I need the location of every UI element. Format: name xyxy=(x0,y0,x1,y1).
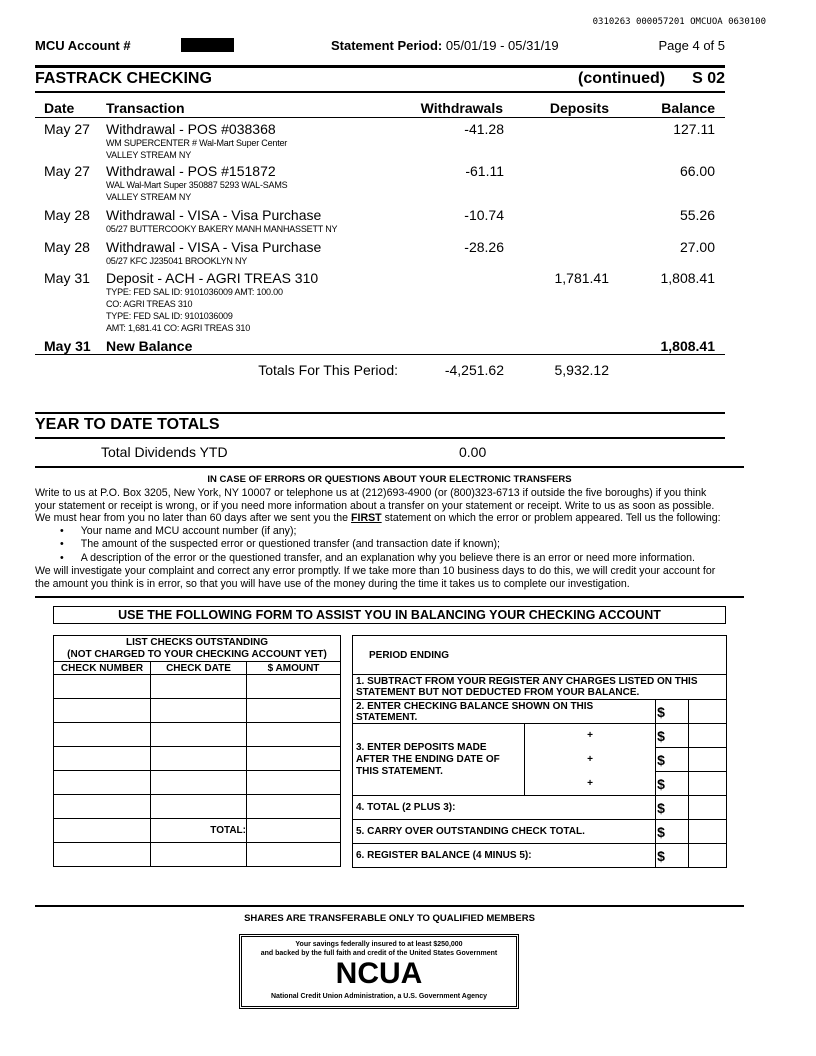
transaction-detail: AMT: 1,681.41 CO: AGRI TREAS 310 xyxy=(106,323,251,333)
errors-line: the amount you think is in error, so that you will have use of the money during the time it takes us to complete our investigation. xyxy=(35,577,630,590)
statement-period xyxy=(331,38,559,53)
transaction-detail: TYPE: FED SAL ID: 9101036009 AMT: 100.00 xyxy=(106,287,283,297)
transaction-date: May 27 xyxy=(44,163,90,179)
first-emphasis: FIRST xyxy=(351,512,382,524)
check-row xyxy=(54,747,341,771)
ncua-line: and backed by the full faith and credit of the United States Government xyxy=(260,950,498,957)
transaction-withdrawal: -28.26 xyxy=(464,239,504,255)
section-suffix: S 02 xyxy=(692,70,725,87)
checks-outstanding-table xyxy=(53,635,341,867)
divider xyxy=(35,412,725,414)
dollar-sign: $ xyxy=(656,724,689,748)
balancing-worksheet xyxy=(352,635,727,868)
check-row xyxy=(54,819,341,843)
cents-field[interactable] xyxy=(689,748,727,772)
check-row xyxy=(54,771,341,795)
divider xyxy=(35,596,744,598)
transaction-description: Withdrawal - VISA - Visa Purchase xyxy=(106,207,322,223)
col-amount: $ AMOUNT xyxy=(247,662,341,675)
dollar-sign: $ xyxy=(656,796,689,820)
transaction-description: Withdrawal - POS #151872 xyxy=(106,163,276,179)
check-row xyxy=(54,675,341,699)
step-3: 3. ENTER DEPOSITS MADE AFTER THE ENDING DATE OF THIS STATEMENT. xyxy=(353,724,525,796)
col-deposits: Deposits xyxy=(549,100,609,116)
amount-field[interactable] xyxy=(247,771,341,795)
divider xyxy=(35,905,744,907)
text: statement on which the error or problem appeared. Tell us the following: xyxy=(381,512,721,524)
shares-notice: SHARES ARE TRANSFERABLE ONLY TO QUALIFIED MEMBERS xyxy=(244,913,535,924)
step-2: 2. ENTER CHECKING BALANCE SHOWN ON THIS STATEMENT. xyxy=(353,700,656,724)
period-label: Statement Period: xyxy=(331,38,443,53)
page-number: Page 4 of 5 xyxy=(658,38,725,53)
check-date-field[interactable] xyxy=(151,747,247,771)
new-balance-label: New Balance xyxy=(106,338,193,354)
left-title: LIST CHECKS OUTSTANDING xyxy=(125,636,269,648)
cents-field[interactable] xyxy=(689,844,727,868)
col-withdrawals: Withdrawals xyxy=(420,100,503,116)
errors-line xyxy=(35,512,721,525)
step-6: 6. REGISTER BALANCE (4 MINUS 5): xyxy=(353,844,656,868)
ytd-title: YEAR TO DATE TOTALS xyxy=(35,416,220,433)
plus-sign: + xyxy=(525,772,656,796)
transaction-balance: 55.26 xyxy=(679,207,715,223)
totals-label: Totals For This Period: xyxy=(258,362,398,378)
transaction-date: May 28 xyxy=(44,207,90,223)
divider xyxy=(35,117,725,118)
cents-field[interactable] xyxy=(689,772,727,796)
document-code-line: 0310263 000057201 OMCUOA 0630100 xyxy=(592,17,766,27)
amount-field[interactable] xyxy=(247,675,341,699)
dollar-sign: $ xyxy=(656,820,689,844)
check-row xyxy=(54,795,341,819)
cents-field[interactable] xyxy=(689,820,727,844)
cents-field[interactable] xyxy=(689,724,727,748)
transaction-date: May 27 xyxy=(44,121,90,137)
transaction-detail: CO: AGRI TREAS 310 xyxy=(106,299,193,309)
bullet-item: • Your name and MCU account number (if any); xyxy=(60,524,297,537)
col-balance: Balance xyxy=(661,100,715,116)
step-4: 4. TOTAL (2 PLUS 3): xyxy=(353,796,656,820)
errors-body xyxy=(35,487,721,590)
continued-label: (continued) xyxy=(578,70,666,87)
period-value: 05/01/19 - 05/31/19 xyxy=(445,38,559,53)
amount-field[interactable] xyxy=(247,723,341,747)
step-1: 1. SUBTRACT FROM YOUR REGISTER ANY CHARGES LISTED ON THIS STATEMENT BUT NOT DEDUCTED FROM YOUR BALANCE. xyxy=(353,675,727,700)
amount-field[interactable] xyxy=(247,843,341,867)
form-title: USE THE FOLLOWING FORM TO ASSIST YOU IN BALANCING YOUR CHECKING ACCOUNT xyxy=(53,606,726,624)
new-balance-date: May 31 xyxy=(44,338,91,354)
check-number-field[interactable] xyxy=(54,795,151,819)
transaction-detail: VALLEY STREAM NY xyxy=(106,150,191,160)
check-date-field[interactable] xyxy=(151,843,247,867)
account-label: MCU Account # xyxy=(35,38,131,53)
dollar-sign: $ xyxy=(656,844,689,868)
divider xyxy=(35,466,744,468)
transaction-detail: WM SUPERCENTER # Wal-Mart Super Center xyxy=(106,138,288,148)
transaction-description: Withdrawal - VISA - Visa Purchase xyxy=(106,239,322,255)
bullet-item: • The amount of the suspected error or questioned transfer (and transaction date if known); xyxy=(60,538,500,550)
bullet-text: A description of the error or the questioned transfer, and an explanation why you believe there is an error or need more information. xyxy=(80,551,695,564)
transaction-balance: 127.11 xyxy=(673,121,715,137)
transaction-date: May 28 xyxy=(44,239,90,255)
ncua-insurance-badge xyxy=(239,934,519,1009)
total-label: TOTAL: xyxy=(151,819,247,843)
ytd-dividends-label: Total Dividends YTD xyxy=(101,444,228,460)
col-transaction: Transaction xyxy=(106,100,185,116)
transaction-detail: WAL Wal-Mart Super 350887 5293 WAL-SAMS xyxy=(106,180,288,190)
transaction-balance: 1,808.41 xyxy=(660,270,715,286)
transaction-detail: VALLEY STREAM NY xyxy=(106,192,191,202)
dollar-sign: $ xyxy=(656,748,689,772)
check-row xyxy=(54,723,341,747)
transaction-detail: TYPE: FED SAL ID: 9101036009 xyxy=(106,311,233,321)
check-number-field[interactable] xyxy=(54,723,151,747)
cents-field[interactable] xyxy=(689,796,727,820)
ncua-line: National Credit Union Administration, a U.S. Government Agency xyxy=(270,993,488,1000)
redacted-account-number xyxy=(181,38,234,52)
check-number-field[interactable] xyxy=(54,675,151,699)
divider xyxy=(35,354,725,355)
dollar-sign: $ xyxy=(656,772,689,796)
check-date-field[interactable] xyxy=(151,723,247,747)
transaction-withdrawal: -61.11 xyxy=(465,163,504,179)
text: We must hear from you no later than 60 days after we sent you the xyxy=(35,512,352,524)
bullet-text: The amount of the suspected error or questioned transfer (and transaction date if known); xyxy=(80,538,500,550)
errors-line: Write to us at P.O. Box 3205, New York, NY 10007 or telephone us at (212)693-4900 (or (800)323-6713 if outside the five boroughs) if you think xyxy=(35,487,707,499)
errors-line: We will investigate your complaint and correct any error promptly. If we take more than 10 business days to do this, we will credit your account for xyxy=(35,565,716,577)
transaction-deposit: 1,781.41 xyxy=(554,270,609,286)
transaction-withdrawal: -41.28 xyxy=(464,121,504,137)
ncua-logo: NCUA xyxy=(335,957,423,990)
transaction-balance: 66.00 xyxy=(679,163,715,179)
check-number-field[interactable] xyxy=(54,819,151,843)
col-check-date: CHECK DATE xyxy=(151,662,247,675)
new-balance-value: 1,808.41 xyxy=(660,338,715,354)
check-row xyxy=(54,843,341,867)
cents-field[interactable] xyxy=(689,700,727,724)
dollar-sign: $ xyxy=(656,700,689,724)
section-title: FASTRACK CHECKING xyxy=(35,70,212,87)
amount-field[interactable] xyxy=(247,819,341,843)
check-number-field[interactable] xyxy=(54,699,151,723)
plus-sign: + xyxy=(525,724,656,748)
col-date: Date xyxy=(44,100,75,116)
col-check-number: CHECK NUMBER xyxy=(54,662,151,675)
ytd-dividends-value: 0.00 xyxy=(459,444,487,460)
left-subtitle: (NOT CHARGED TO YOUR CHECKING ACCOUNT YET) xyxy=(67,648,327,660)
bullet-text: Your name and MCU account number (if any); xyxy=(80,524,297,537)
bullet-item: • A description of the error or the questioned transfer, and an explanation why you believe there is an error or need more information. xyxy=(60,551,695,564)
errors-bullets xyxy=(35,525,721,566)
transaction-balance: 27.00 xyxy=(679,239,715,255)
transaction-description: Deposit - ACH - AGRI TREAS 310 xyxy=(106,270,319,286)
check-number-field[interactable] xyxy=(54,843,151,867)
amount-field[interactable] xyxy=(247,795,341,819)
check-number-field[interactable] xyxy=(54,771,151,795)
totals-withdrawals: -4,251.62 xyxy=(444,362,504,378)
transaction-detail: 05/27 KFC J235041 BROOKLYN NY xyxy=(106,256,248,266)
transaction-date: May 31 xyxy=(44,270,90,286)
amount-field[interactable] xyxy=(247,699,341,723)
period-ending-label: PERIOD ENDING xyxy=(353,636,727,675)
divider xyxy=(35,437,725,439)
check-number-field[interactable] xyxy=(54,747,151,771)
divider xyxy=(35,65,725,68)
amount-field[interactable] xyxy=(247,747,341,771)
ncua-line: Your savings federally insured to at least $250,000 xyxy=(295,941,463,948)
check-row xyxy=(54,699,341,723)
step-5: 5. CARRY OVER OUTSTANDING CHECK TOTAL. xyxy=(353,820,656,844)
transaction-withdrawal: -10.74 xyxy=(464,207,504,223)
check-date-field[interactable] xyxy=(151,795,247,819)
check-date-field[interactable] xyxy=(151,675,247,699)
check-date-field[interactable] xyxy=(151,699,247,723)
transaction-description: Withdrawal - POS #038368 xyxy=(106,121,276,137)
errors-line: your statement or receipt is wrong, or if you need more information about a transfer on your statement or receipt. Write to us as soon as possible. xyxy=(35,499,715,512)
totals-deposits: 5,932.12 xyxy=(554,362,609,378)
transaction-detail: 05/27 BUTTERCOOKY BAKERY MANH MANHASSETT NY xyxy=(106,224,338,234)
divider xyxy=(35,91,725,93)
errors-title: IN CASE OF ERRORS OR QUESTIONS ABOUT YOUR ELECTRONIC TRANSFERS xyxy=(207,474,572,485)
check-date-field[interactable] xyxy=(151,771,247,795)
plus-sign: + xyxy=(587,754,593,765)
